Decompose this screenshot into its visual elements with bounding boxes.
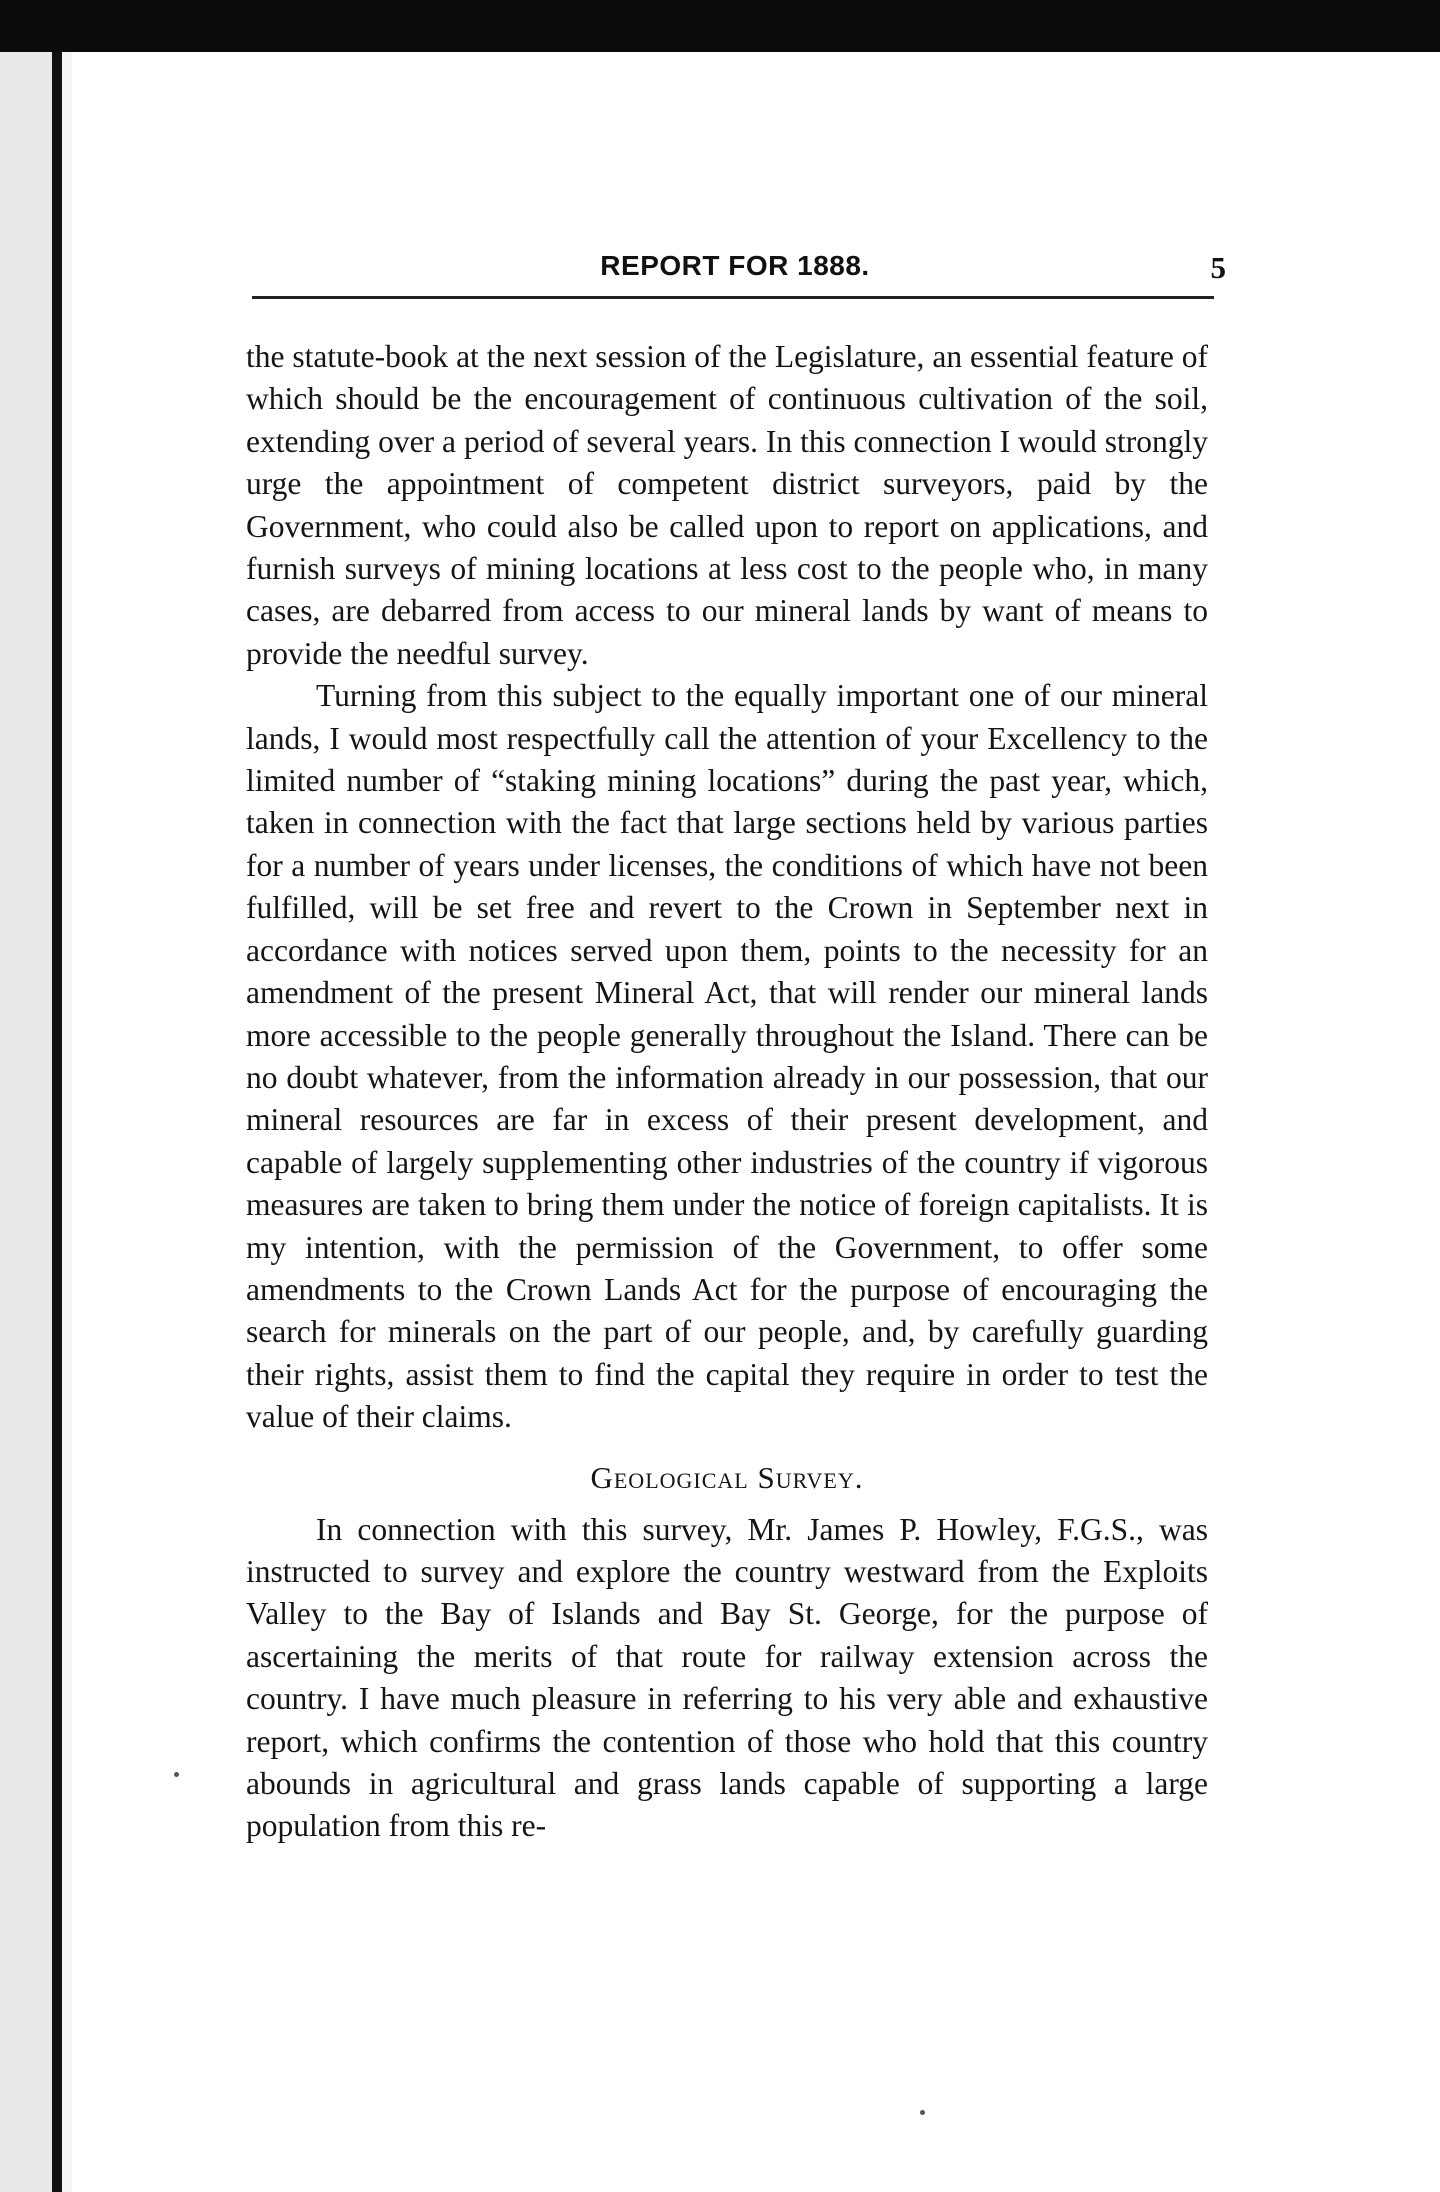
scan-speck xyxy=(920,2110,925,2115)
main-text xyxy=(246,336,1208,1848)
section-heading-geological-survey: Geological Survey. xyxy=(590,1459,864,1495)
paragraph-mineral-lands: Turning from this subject to the equally important one of our mineral lands, I would most respectfully call the attention of your Excellency to the limited number of “staking mining locations” during the past year, which, taken in connection with the fact that large sections held by various parties for a number of years under licenses, the conditions of which have not been fulfilled, will be set free and revert to the Crown in September next in accordance with notices served upon them, points to the necessity for an amendment of the present Mineral Act, that will render our mineral lands more accessible to the people generally throughout the Island. There can be no doubt whatever, from the information already in our possession, that our mineral resources are far in excess of their present development, and capable of largely supplementing other industries of the country if vigorous measures are taken to bring them under the notice of foreign capitalists. It is my intention, with the permission of the Government, to offer some amendments to the Crown Lands Act for the purpose of encouraging the search for minerals on the part of our people, and, by carefully guarding their rights, assist them to find the capital they require in order to test the value of their claims. xyxy=(246,678,1208,1435)
paragraph-geological-survey: In connection with this survey, Mr. James P. Howley, F.G.S., was instructed to survey and explore the country westward from the Exploits Valley to the Bay of Islands and Bay St. George, for the purpose of ascertaining the merits of that route for railway extension across the country. I have much pleasure in referring to his very able and exhaustive report, which confirms the contention of those who hold that this country abounds in agricultural and grass lands capable of supporting a large population from this re- xyxy=(246,1511,1208,1844)
paragraph-statute-continuation: the statute-book at the next session of the Legislature, an essential feature of which should be the encouragement of continuous cultivation of the soil, extending over a period of several years. In this connection I would strongly urge the appointment of competent district surveyors, paid by the Government, who could also be called upon to report on applications, and furnish surveys of mining locations at less cost to the people who, in many cases, are debarred from access to our mineral lands by want of means to provide the needful survey. xyxy=(246,339,1208,671)
scan-left-border xyxy=(0,52,62,2192)
scan-speck xyxy=(174,1772,179,1777)
scan-top-border xyxy=(0,0,1440,52)
running-head xyxy=(250,250,1226,294)
header-rule xyxy=(252,296,1214,299)
page-number: 5 xyxy=(1210,250,1226,285)
running-head-title: REPORT FOR 1888. xyxy=(600,250,870,281)
